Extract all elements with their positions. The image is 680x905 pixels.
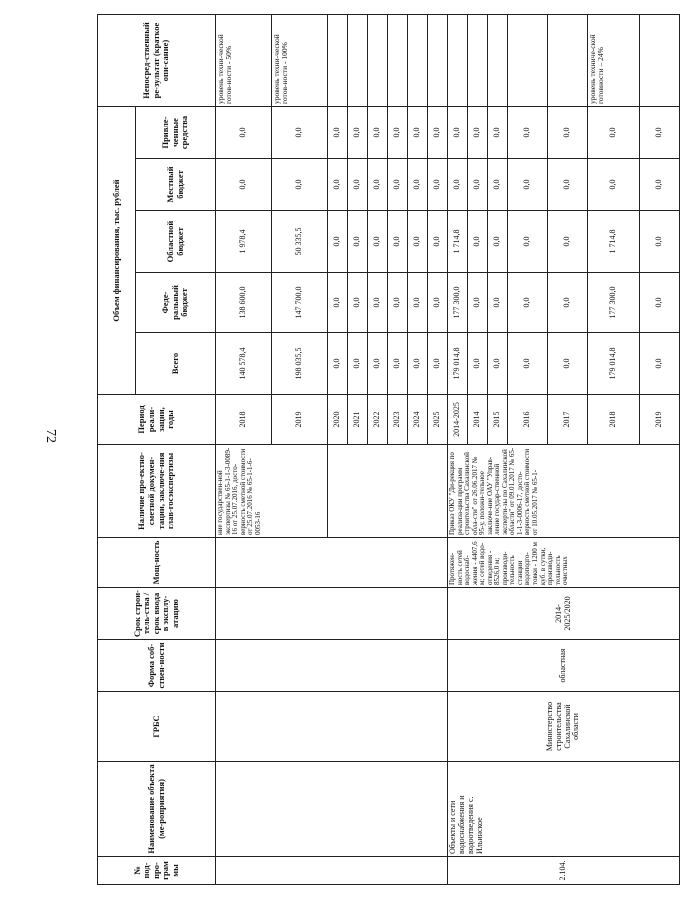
cell-regional: 1 714,8 bbox=[448, 211, 468, 273]
cell-ownership-form: областная bbox=[448, 640, 680, 692]
cell-regional: 0,0 bbox=[388, 211, 408, 273]
cell-regional: 1 714,8 bbox=[588, 211, 640, 273]
cell-local: 0,0 bbox=[588, 159, 640, 211]
cell-federal: 0,0 bbox=[328, 273, 348, 333]
cell-attracted: 0,0 bbox=[272, 107, 328, 159]
cell-result bbox=[408, 15, 428, 107]
cell-period: 2018 bbox=[588, 395, 640, 445]
header-ownership-form: Форма соб-ствен-ности bbox=[98, 640, 216, 692]
header-implementation-period: Период реали-зации, годы bbox=[98, 395, 216, 445]
cell-result bbox=[488, 15, 508, 107]
cell-total: 198 035,5 bbox=[272, 333, 328, 395]
cell-result: уровень техни-ческой готов-ности - 50% bbox=[216, 15, 272, 107]
cell-total: 179 014,8 bbox=[588, 333, 640, 395]
page-number: 72 bbox=[43, 429, 58, 443]
cell-total: 140 578,4 bbox=[216, 333, 272, 395]
cell-result bbox=[388, 15, 408, 107]
cell-local: 0,0 bbox=[368, 159, 388, 211]
cell-attracted: 0,0 bbox=[216, 107, 272, 159]
cell-result bbox=[448, 15, 468, 107]
header-federal-budget: Феде-ральный бюджет bbox=[136, 273, 216, 333]
cell-period: 2023 bbox=[388, 395, 408, 445]
cell-result: уровень техниче-ской готовности – 24% bbox=[588, 15, 640, 107]
cell-federal: 0,0 bbox=[548, 273, 588, 333]
header-local-budget: Местный бюджет bbox=[136, 159, 216, 211]
cell-total: 0,0 bbox=[348, 333, 368, 395]
cell-local: 0,0 bbox=[508, 159, 548, 211]
cell-period: 2015 bbox=[488, 395, 508, 445]
header-direct-result: Непосред-ственный ре-зультат (краткое опи-сание) bbox=[98, 15, 216, 107]
cell-federal: 0,0 bbox=[408, 273, 428, 333]
cell-federal: 0,0 bbox=[428, 273, 448, 333]
header-regional-budget: Областной бюджет bbox=[136, 211, 216, 273]
cell-total: 0,0 bbox=[328, 333, 348, 395]
cell-attracted: 0,0 bbox=[388, 107, 408, 159]
cell-total: 0,0 bbox=[508, 333, 548, 395]
cell-result: уровень техни-ческой готов-ности - 100% bbox=[272, 15, 328, 107]
cell-federal: 0,0 bbox=[640, 273, 680, 333]
cell-subprogram-number bbox=[216, 857, 448, 885]
cell-local: 0,0 bbox=[216, 159, 272, 211]
cell-period: 2020 bbox=[328, 395, 348, 445]
cell-period: 2014 bbox=[468, 395, 488, 445]
cell-total: 0,0 bbox=[368, 333, 388, 395]
cell-result bbox=[348, 15, 368, 107]
cell-regional: 0,0 bbox=[548, 211, 588, 273]
cell-result bbox=[548, 15, 588, 107]
header-total: Всего bbox=[136, 333, 216, 395]
cell-design-documentation bbox=[328, 445, 448, 538]
cell-federal: 147 700,0 bbox=[272, 273, 328, 333]
cell-federal: 0,0 bbox=[488, 273, 508, 333]
cell-federal: 0,0 bbox=[468, 273, 488, 333]
cell-local: 0,0 bbox=[640, 159, 680, 211]
cell-attracted: 0,0 bbox=[448, 107, 468, 159]
cell-period: 2018 bbox=[216, 395, 272, 445]
cell-federal: 138 600,0 bbox=[216, 273, 272, 333]
cell-local: 0,0 bbox=[388, 159, 408, 211]
cell-period: 2017 bbox=[548, 395, 588, 445]
table-body bbox=[216, 15, 680, 885]
cell-total: 0,0 bbox=[640, 333, 680, 395]
cell-period: 2022 bbox=[368, 395, 388, 445]
cell-attracted: 0,0 bbox=[428, 107, 448, 159]
cell-ownership-form bbox=[216, 640, 448, 692]
cell-period: 2019 bbox=[640, 395, 680, 445]
cell-regional: 0,0 bbox=[428, 211, 448, 273]
cell-local: 0,0 bbox=[328, 159, 348, 211]
cell-result bbox=[428, 15, 448, 107]
cell-period: 2021 bbox=[348, 395, 368, 445]
cell-total: 0,0 bbox=[468, 333, 488, 395]
cell-regional: 0,0 bbox=[508, 211, 548, 273]
cell-regional: 0,0 bbox=[408, 211, 428, 273]
cell-object-name bbox=[216, 762, 448, 857]
header-funding-volume: Объем финансирования, тыс. рублей bbox=[98, 107, 136, 395]
cell-period: 2019 bbox=[272, 395, 328, 445]
header-attracted-funds: Привле-ченные средства bbox=[136, 107, 216, 159]
cell-grbs bbox=[216, 692, 448, 762]
cell-construction-term bbox=[216, 588, 448, 640]
cell-federal: 177 300,0 bbox=[588, 273, 640, 333]
cell-total: 0,0 bbox=[388, 333, 408, 395]
cell-result bbox=[508, 15, 548, 107]
cell-attracted: 0,0 bbox=[588, 107, 640, 159]
cell-federal: 0,0 bbox=[348, 273, 368, 333]
cell-result bbox=[468, 15, 488, 107]
cell-attracted: 0,0 bbox=[408, 107, 428, 159]
cell-subprogram-number: 2.104. bbox=[448, 857, 680, 885]
cell-regional: 0,0 bbox=[640, 211, 680, 273]
header-construction-term: Срок строи-тель-ства / срок ввода в эксплу-атацию bbox=[98, 588, 216, 640]
cell-total: 0,0 bbox=[548, 333, 588, 395]
cell-local: 0,0 bbox=[348, 159, 368, 211]
cell-regional: 0,0 bbox=[488, 211, 508, 273]
cell-total: 0,0 bbox=[428, 333, 448, 395]
cell-attracted: 0,0 bbox=[508, 107, 548, 159]
cell-attracted: 0,0 bbox=[488, 107, 508, 159]
cell-federal: 0,0 bbox=[368, 273, 388, 333]
header-object-name: Наименование объекта (ме-роприятия) bbox=[98, 762, 216, 857]
cell-local: 0,0 bbox=[448, 159, 468, 211]
header-subprogram-number: № под-про-грам мы bbox=[98, 857, 216, 885]
cell-regional: 0,0 bbox=[368, 211, 388, 273]
cell-period: 2024 bbox=[408, 395, 428, 445]
financing-table-sheet bbox=[97, 15, 664, 885]
cell-regional: 0,0 bbox=[348, 211, 368, 273]
cell-attracted: 0,0 bbox=[468, 107, 488, 159]
header-grbs: ГРБС bbox=[98, 692, 216, 762]
cell-result bbox=[368, 15, 388, 107]
table-row bbox=[448, 15, 468, 885]
financing-table bbox=[97, 14, 680, 885]
cell-federal: 177 300,0 bbox=[448, 273, 468, 333]
cell-object-name: Объекты и сети водоснабжения и водоотведения с. Ильинское bbox=[448, 762, 680, 857]
header-design-documentation: Наличие про-ектно-сметной докумен-тации, заключе-ния глав-госэкспертизы bbox=[98, 445, 216, 538]
cell-result bbox=[328, 15, 348, 107]
cell-design-documentation: ние государствен-ной экспертизы № 65-1-1-3-0089-16 от 25.07.2016, досто-верность сметной стоимости от 25.07.2016 № 65-1-1-6-0053-16 bbox=[216, 445, 328, 538]
cell-grbs: Министерство строительства Сахалинской области bbox=[448, 692, 680, 762]
cell-local: 0,0 bbox=[488, 159, 508, 211]
cell-local: 0,0 bbox=[468, 159, 488, 211]
cell-period: 2016 bbox=[508, 395, 548, 445]
header-capacity: Мощ-ность bbox=[98, 538, 216, 588]
cell-regional: 0,0 bbox=[328, 211, 348, 273]
cell-capacity: Протяжен-ность сетей водоснаб-жения - 4407,6 м; сетей водо-отведения - 8526,0 м; производи-тельность станции водоподго-товки - 1200 м куб. в сутки, производи-тельность очистных bbox=[448, 538, 680, 588]
cell-total: 179 014,8 bbox=[448, 333, 468, 395]
cell-local: 0,0 bbox=[548, 159, 588, 211]
cell-period: 2025 bbox=[428, 395, 448, 445]
table-row bbox=[216, 15, 272, 885]
cell-construction-term: 2014-2025/2020 bbox=[448, 588, 680, 640]
cell-federal: 0,0 bbox=[388, 273, 408, 333]
cell-total: 0,0 bbox=[408, 333, 428, 395]
cell-attracted: 0,0 bbox=[548, 107, 588, 159]
cell-result bbox=[640, 15, 680, 107]
cell-local: 0,0 bbox=[272, 159, 328, 211]
cell-total: 0,0 bbox=[488, 333, 508, 395]
cell-federal: 0,0 bbox=[508, 273, 548, 333]
cell-attracted: 0,0 bbox=[640, 107, 680, 159]
cell-period: 2014-2025 bbox=[448, 395, 468, 445]
cell-design-documentation: Приказ ОКУ "Ди-рекция по реализа-ции программ строительства Сахалинской обла-сти" от 26.06.2017 № 95-у, положи-тельное заключе-ние ОАУ "Управ-ление государ-ственной эксперти-зы по Сахалинской области" от 09.01.2017 № 65-1-1-3-0006-17, досто-верность сметной стоимости от 10.05.2017 № 65-1- bbox=[448, 445, 680, 538]
cell-regional: 1 978,4 bbox=[216, 211, 272, 273]
cell-local: 0,0 bbox=[408, 159, 428, 211]
cell-capacity bbox=[216, 538, 448, 588]
cell-attracted: 0,0 bbox=[328, 107, 348, 159]
cell-local: 0,0 bbox=[428, 159, 448, 211]
cell-regional: 50 335,5 bbox=[272, 211, 328, 273]
cell-attracted: 0,0 bbox=[368, 107, 388, 159]
cell-attracted: 0,0 bbox=[348, 107, 368, 159]
cell-regional: 0,0 bbox=[468, 211, 488, 273]
